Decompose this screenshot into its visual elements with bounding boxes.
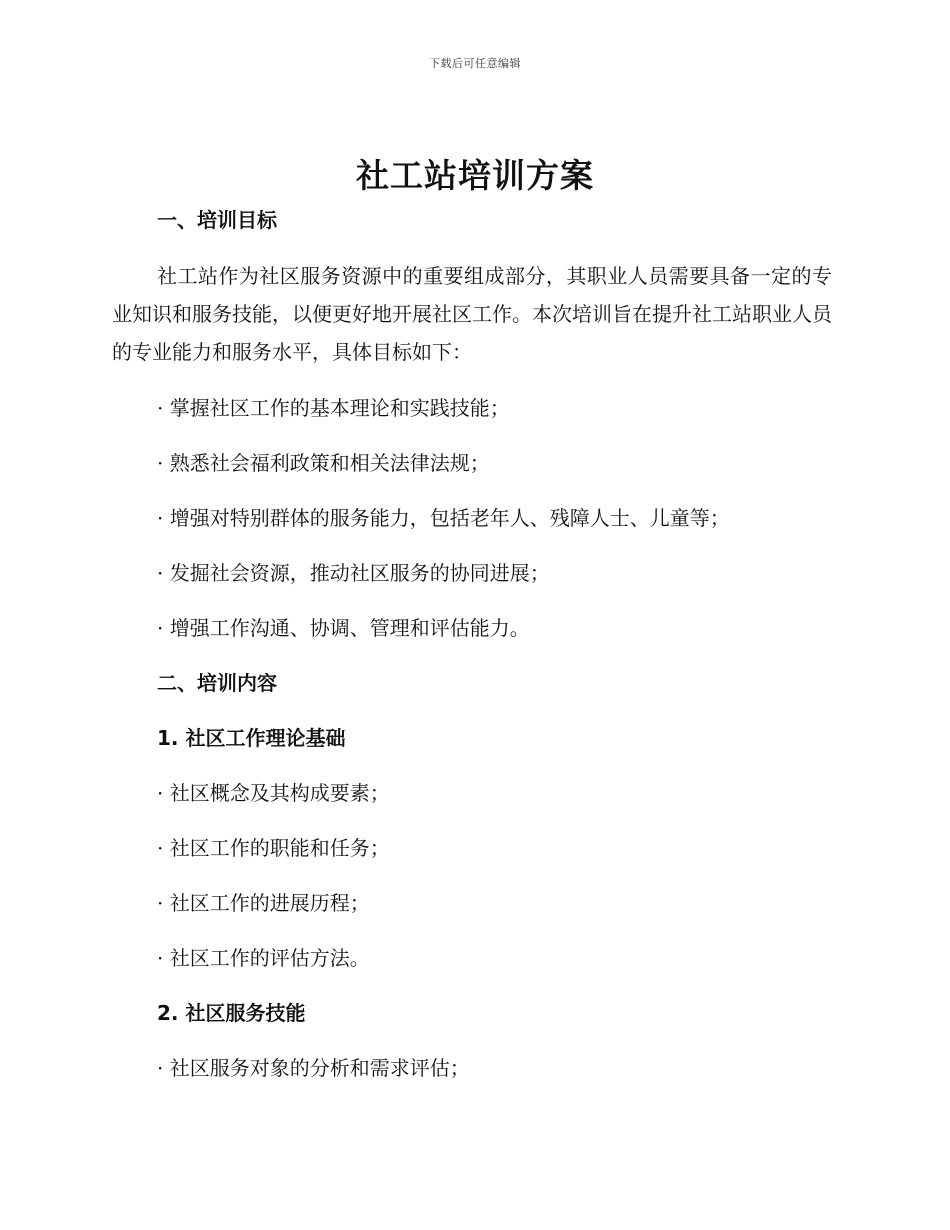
list-item: · 掌握社区工作的基本理论和实践技能； (157, 396, 510, 420)
list-item: · 社区工作的评估方法。 (157, 946, 370, 970)
list-item: · 增强对特别群体的服务能力，包括老年人、残障人士、儿童等； (157, 506, 730, 530)
list-item: · 社区概念及其构成要素； (157, 781, 390, 805)
list-item: · 社区工作的职能和任务； (157, 836, 390, 860)
list-item: · 发掘社会资源，推动社区服务的协同进展； (157, 561, 550, 585)
section-heading-training-goals: 一、培训目标 (157, 208, 277, 232)
document-title: 社工站培训方案 (356, 156, 594, 195)
list-item: · 社区服务对象的分析和需求评估； (157, 1056, 470, 1080)
list-item: · 熟悉社会福利政策和相关法律法规； (157, 451, 490, 475)
document-body (112, 205, 832, 1083)
section-paragraph-goals: 社工站作为社区服务资源中的重要组成部分，其职业人员需要具备一定的专业知识和服务技能，以便更好地开展社区工作。本次培训旨在提升社工站职业人员的专业能力和服务水平，具体目标如下： (112, 264, 832, 364)
subsection-heading-theory: 1. 社区工作理论基础 (157, 726, 346, 750)
section-heading-training-content: 二、培训内容 (157, 671, 277, 695)
subsection-heading-skills: 2. 社区服务技能 (157, 1001, 306, 1025)
list-item: · 社区工作的进展历程； (157, 891, 370, 915)
page-header-note: 下载后可任意编辑 (429, 57, 521, 70)
list-item: · 增强工作沟通、协调、管理和评估能力。 (157, 616, 530, 640)
